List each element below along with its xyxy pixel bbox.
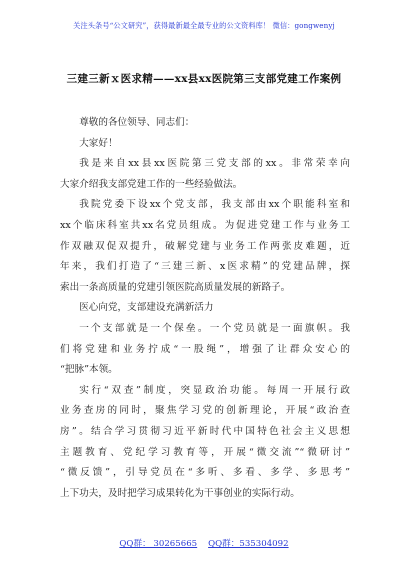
paragraph-line: 作双融双促双提升，破解党建与业务工作两张皮难题，近 [60, 240, 350, 252]
paragraph-3 [60, 319, 350, 381]
paragraph-1 [60, 154, 350, 195]
paragraph-line: 索出一条高质量的党建引领医院高质量发展的新路子。 [60, 281, 291, 293]
paragraph-line: 年来，我们打造了“三建三新、x医求精”的党建品牌，探 [60, 261, 350, 273]
greeting: 尊敬的各位领导、同志们： [79, 117, 195, 128]
paragraph-line: 们将党建和业务拧成“一股绳”，增强了让群众安心的 [60, 343, 350, 355]
paragraph-line: “把脉”本领。 [60, 364, 118, 376]
paragraph-line: 我是来自xx县xx医院第三党支部的xx。非常荣幸向 [79, 158, 350, 170]
section-heading: 医心向党，支部建设充满新活力 [79, 302, 214, 314]
paragraph-line: 大家介绍我支部党建工作的一些经验做法。 [60, 178, 243, 190]
paragraph-line: “微反馈”，引导党员在“多听、多看、多学、多思考” [60, 467, 350, 479]
document-title: 三建三新ｘ医求精——xx县xx医院第三支部党建工作案例 [66, 73, 342, 85]
footer [0, 537, 408, 549]
salutation: 大家好！ [79, 137, 118, 149]
paragraph-line: xx个临床科室共xx名党员组成。为促进党建工作与业务工 [60, 219, 350, 231]
paragraph-line: 上下功夫，及时把学习成果转化为干事创业的实际行动。 [60, 487, 300, 499]
paragraph-line: 实行“双查”制度，突显政治功能。每周一开展行政 [79, 384, 350, 396]
paragraph-2 [60, 195, 350, 298]
paragraph-line: 我院党委下设xx个党支部，我支部由xx个职能科室和 [79, 199, 350, 211]
header-banner: 关注头条号“公文研究”，获得最新最全最专业的公文资料库！ 微信：gongwenyj [73, 21, 335, 30]
paragraph-line: 一个支部就是一个保垒。一个党员就是一面旗帜。我 [79, 322, 350, 334]
qq-group-link-1[interactable]: QQ群： 30265665 [119, 539, 198, 549]
qq-group-link-2[interactable]: QQ群：535304092 [208, 539, 289, 549]
document-body [60, 113, 350, 504]
paragraph-line: 业务查房的同时，聚焦学习党的创新理论，开展“政治查 [60, 405, 350, 417]
paragraph-line: 房”。结合学习贯彻习近平新时代中国特色社会主义思想 [60, 425, 350, 437]
paragraph-4 [60, 381, 350, 505]
paragraph-line: 主题教育、党纪学习教育等，开展“微交流”“微研讨” [60, 446, 350, 458]
